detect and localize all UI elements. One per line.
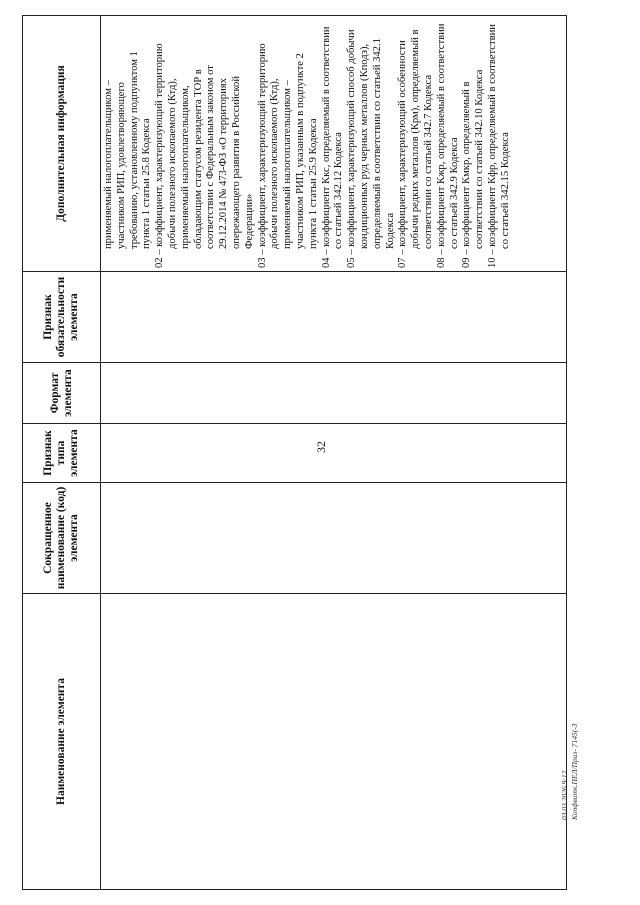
info-line: со статьей 342.9 Кодекса xyxy=(448,137,460,249)
page-number: 32 xyxy=(314,441,328,453)
info-line: со статьей 342.12 Кодекса xyxy=(333,132,345,249)
cell-element-required xyxy=(101,272,567,363)
info-code-item xyxy=(487,19,513,268)
info-line: кондиционных руд черных металлов (Кподз), xyxy=(358,43,370,249)
info-line: добычи полезного ископаемого (Ктд), xyxy=(166,78,178,249)
info-code-item xyxy=(154,19,256,268)
elements-table-rotated xyxy=(22,22,567,890)
info-line: опережающего развития в Российской xyxy=(230,75,242,249)
info-line: применяемый налогоплательщиком, xyxy=(179,85,191,249)
table-row xyxy=(101,16,567,890)
info-line: применяемый налогоплательщиком – xyxy=(282,80,294,249)
info-line: пункта 1 статьи 25.8 Кодекса xyxy=(141,118,153,249)
info-line: 07 – коэффициент, характеризующий особенности xyxy=(397,40,409,268)
info-line: 02 – коэффициент, характеризующий территорию xyxy=(154,43,166,268)
info-code-list xyxy=(154,19,512,268)
info-code-item xyxy=(257,19,321,268)
info-line: Кодекса xyxy=(384,212,396,249)
info-line: определяемый в соответствии со статьей 342.1 xyxy=(371,38,383,249)
info-line: участником РИП, указанным в подпункте 2 xyxy=(294,53,306,249)
info-line: добычи полезного ископаемого (Ктд), xyxy=(269,78,281,249)
table-header-row xyxy=(23,16,101,890)
info-line: Федерации» xyxy=(243,193,255,249)
header-element-format: Формат элемента xyxy=(23,363,101,424)
cell-element-code xyxy=(101,483,567,594)
cell-element-format xyxy=(101,363,567,424)
info-line: соответствии со статьей 342.10 Кодекса xyxy=(474,69,486,249)
header-additional-info: Дополнительная информация xyxy=(23,16,101,272)
cell-additional-info xyxy=(101,16,567,272)
margin-note-line: 03.03.2026 9:12 xyxy=(560,770,569,820)
info-line: соответствии с Федеральным законом от xyxy=(205,65,217,249)
info-line: добычи редких металлов (Крм), определяемый в xyxy=(410,29,422,249)
info-line: участником РИП, удовлетворяющего xyxy=(115,82,127,249)
info-code-item xyxy=(397,19,435,268)
header-element-code: Сокращенное наименование (код) элемента xyxy=(23,483,101,594)
info-line: применяемый налогоплательщиком – xyxy=(103,80,114,249)
info-line: требованию, установленному подпунктом 1 xyxy=(128,51,140,249)
info-line: 09 – коэффициент Кмкр, определяемый в xyxy=(461,81,473,268)
info-line: со статьей 342.15 Кодекса xyxy=(499,132,511,249)
info-intro xyxy=(103,19,154,268)
info-line: 04 – коэффициент Ккс, определяемый в соответствии xyxy=(320,26,332,268)
info-code-item xyxy=(321,19,347,268)
info-line: пункта 1 статьи 25.9 Кодекса xyxy=(307,118,319,249)
header-element-required: Признак обязательности элемента xyxy=(23,272,101,363)
cell-element-name xyxy=(101,594,567,890)
cell-element-type xyxy=(101,424,567,483)
header-element-type: Признак типа элемента xyxy=(23,424,101,483)
info-line: 29.12.2014 № 473-ФЗ «О территориях xyxy=(218,78,230,249)
info-line: обладающим статусом резидента ТОР в xyxy=(192,69,204,249)
info-code-item xyxy=(346,19,397,268)
margin-note-line: Копфвитк.ПЕЛ/Приз- 7145(-3 xyxy=(570,723,579,820)
info-line: соответствии со статьей 342.7 Кодекса xyxy=(422,74,434,249)
info-line: 05 – коэффициент, характеризующий способ добычи xyxy=(346,29,358,268)
info-line: 03 – коэффициент, характеризующий территорию xyxy=(256,43,268,268)
info-line: 10 – коэффициент Кфр, определяемый в соответствии xyxy=(486,24,498,268)
header-element-name: Наименование элемента xyxy=(23,594,101,890)
info-line: 08 – коэффициент Кжр, определяемый в соответствии xyxy=(435,23,447,268)
elements-table xyxy=(22,15,567,890)
info-code-item xyxy=(461,19,487,268)
info-code-item xyxy=(436,19,462,268)
